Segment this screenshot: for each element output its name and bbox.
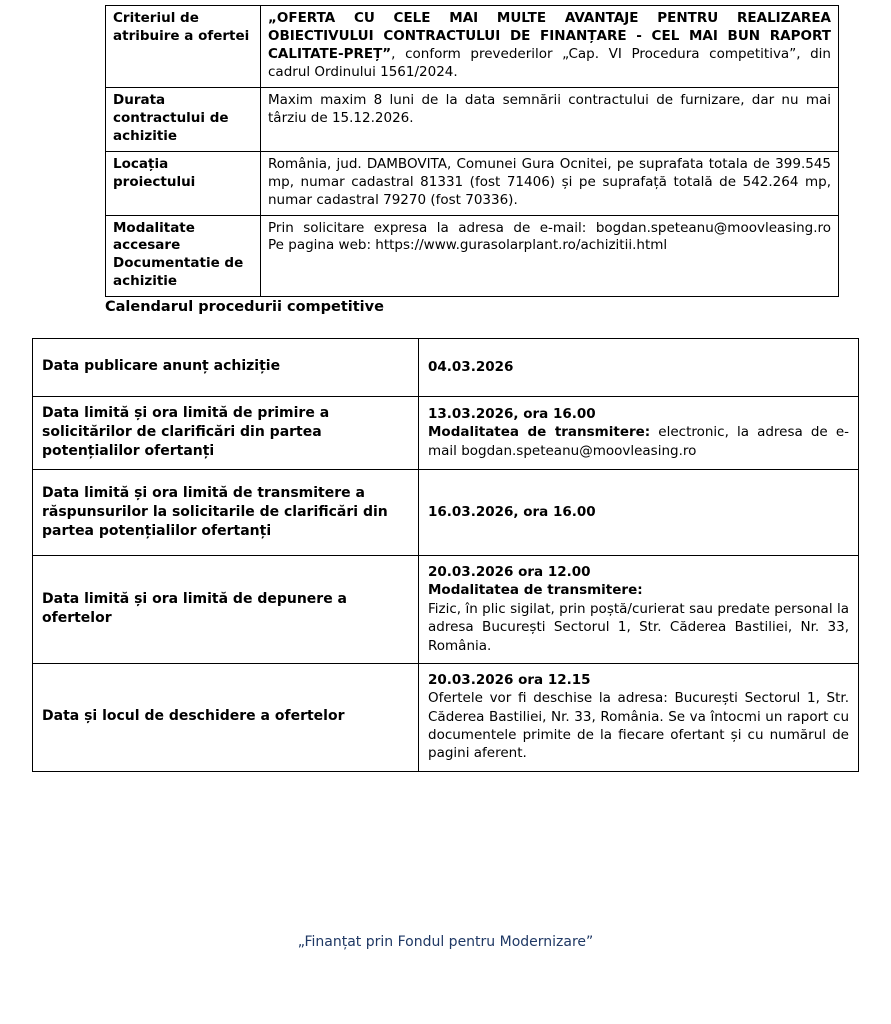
transmitere-text: electronic, la adresa de e-mail bogdan.speteanu@moovleasing.ro [428,424,849,459]
deschidere-text: Ofertele vor fi deschise la adresa: București Sectorul 1, Str. Căderea Bastiliei, Nr. 33, România. Se va întocmi un raport cu documentele primite de la fiecare ofertant și cu numărul de pagini aferent. [428,690,849,762]
row-value-deschidere [419,663,859,771]
criteriu-rest-text: , conform prevederilor „Cap. VI Procedura competitiva”, din cadrul Ordinului 1561/2024. [268,45,831,80]
table-row [106,215,839,297]
depunere-transmitere-label: Modalitatea de transmitere: [428,582,643,599]
table-row [106,87,839,151]
clarificari-primire-date: 13.03.2026, ora 16.00 [428,406,596,422]
row-label-locatia: Locația proiectului [106,151,261,215]
section-heading-calendar: Calendarul procedurii competitive [105,299,384,315]
publicare-date: 04.03.2026 [428,358,514,375]
row-label-clarificari-raspuns: Data limită și ora limită de transmitere a răspunsurilor la solicitarile de clarificări din partea potențialilor ofertanți [33,470,419,556]
row-value-depunere [419,556,859,664]
row-value-clarificari-primire [419,397,859,470]
clarificari-raspuns-date: 16.03.2026, ora 16.00 [428,503,596,520]
row-value-criteriu [261,6,839,88]
criteriu-bold-text: „OFERTA CU CELE MAI MULTE AVANTAJE PENTRU REALIZAREA OBIECTIVULUI CONTRACTULUI DE FINANȚARE - CEL MAI BUN RAPORT CALITATE-PREȚ” [268,10,831,62]
row-value-durata: Maxim maxim 8 luni de la data semnării contractului de furnizare, dar nu mai târziu de 15.12.2026. [261,87,839,151]
row-label-durata: Durata contractului de achizitie [106,87,261,151]
row-value-clarificari-raspuns [419,470,859,556]
row-label-depunere: Data limită și ora limită de depunere a ofertelor [33,556,419,664]
row-label-criteriu: Criteriul de atribuire a ofertei [106,6,261,88]
table-row [33,397,859,470]
deschidere-date: 20.03.2026 ora 12.15 [428,671,591,688]
table-row [33,663,859,771]
row-label-clarificari-primire: Data limită și ora limită de primire a solicitărilor de clarificări din partea potențialilor ofertanți [33,397,419,470]
row-label-modalitate: Modalitate accesare Documentatie de achizitie [106,215,261,297]
row-label-publicare: Data publicare anunț achiziție [33,339,419,397]
row-value-locatia: România, jud. DAMBOVITA, Comunei Gura Ocnitei, pe suprafata totala de 399.545 mp, numar cadastral 81331 (fost 71406) și pe suprafață totală de 542.264 mp, numar cadastral 79270 (fost 70336). [261,151,839,215]
depunere-date: 20.03.2026 ora 12.00 [428,564,591,581]
depunere-transmitere-text: Fizic, în plic sigilat, prin poștă/curierat sau predate personal la adresa București Sectorul 1, Str. Căderea Bastiliei, Nr. 33, România. [428,600,849,654]
footer-funding-note: „Finanțat prin Fondul pentru Modernizare” [297,934,594,950]
table-row [33,556,859,664]
transmitere-label: Modalitatea de transmitere: [428,424,651,441]
clarificari-primire-detail [428,423,849,460]
modalitate-line-1: Prin solicitare expresa la adresa de e-mail: bogdan.speteanu@moovleasing.ro [268,219,831,236]
table-row [33,339,859,397]
table-row [106,6,839,88]
award-criteria-table [105,5,839,297]
table-row [33,470,859,556]
procedure-calendar-table [32,338,859,772]
modalitate-line-2: Pe pagina web: https://www.gurasolarplant.ro/achizitii.html [268,237,668,254]
row-value-modalitate [261,215,839,297]
row-label-deschidere: Data și locul de deschidere a ofertelor [33,663,419,771]
row-value-publicare [419,339,859,397]
table-row [106,151,839,215]
